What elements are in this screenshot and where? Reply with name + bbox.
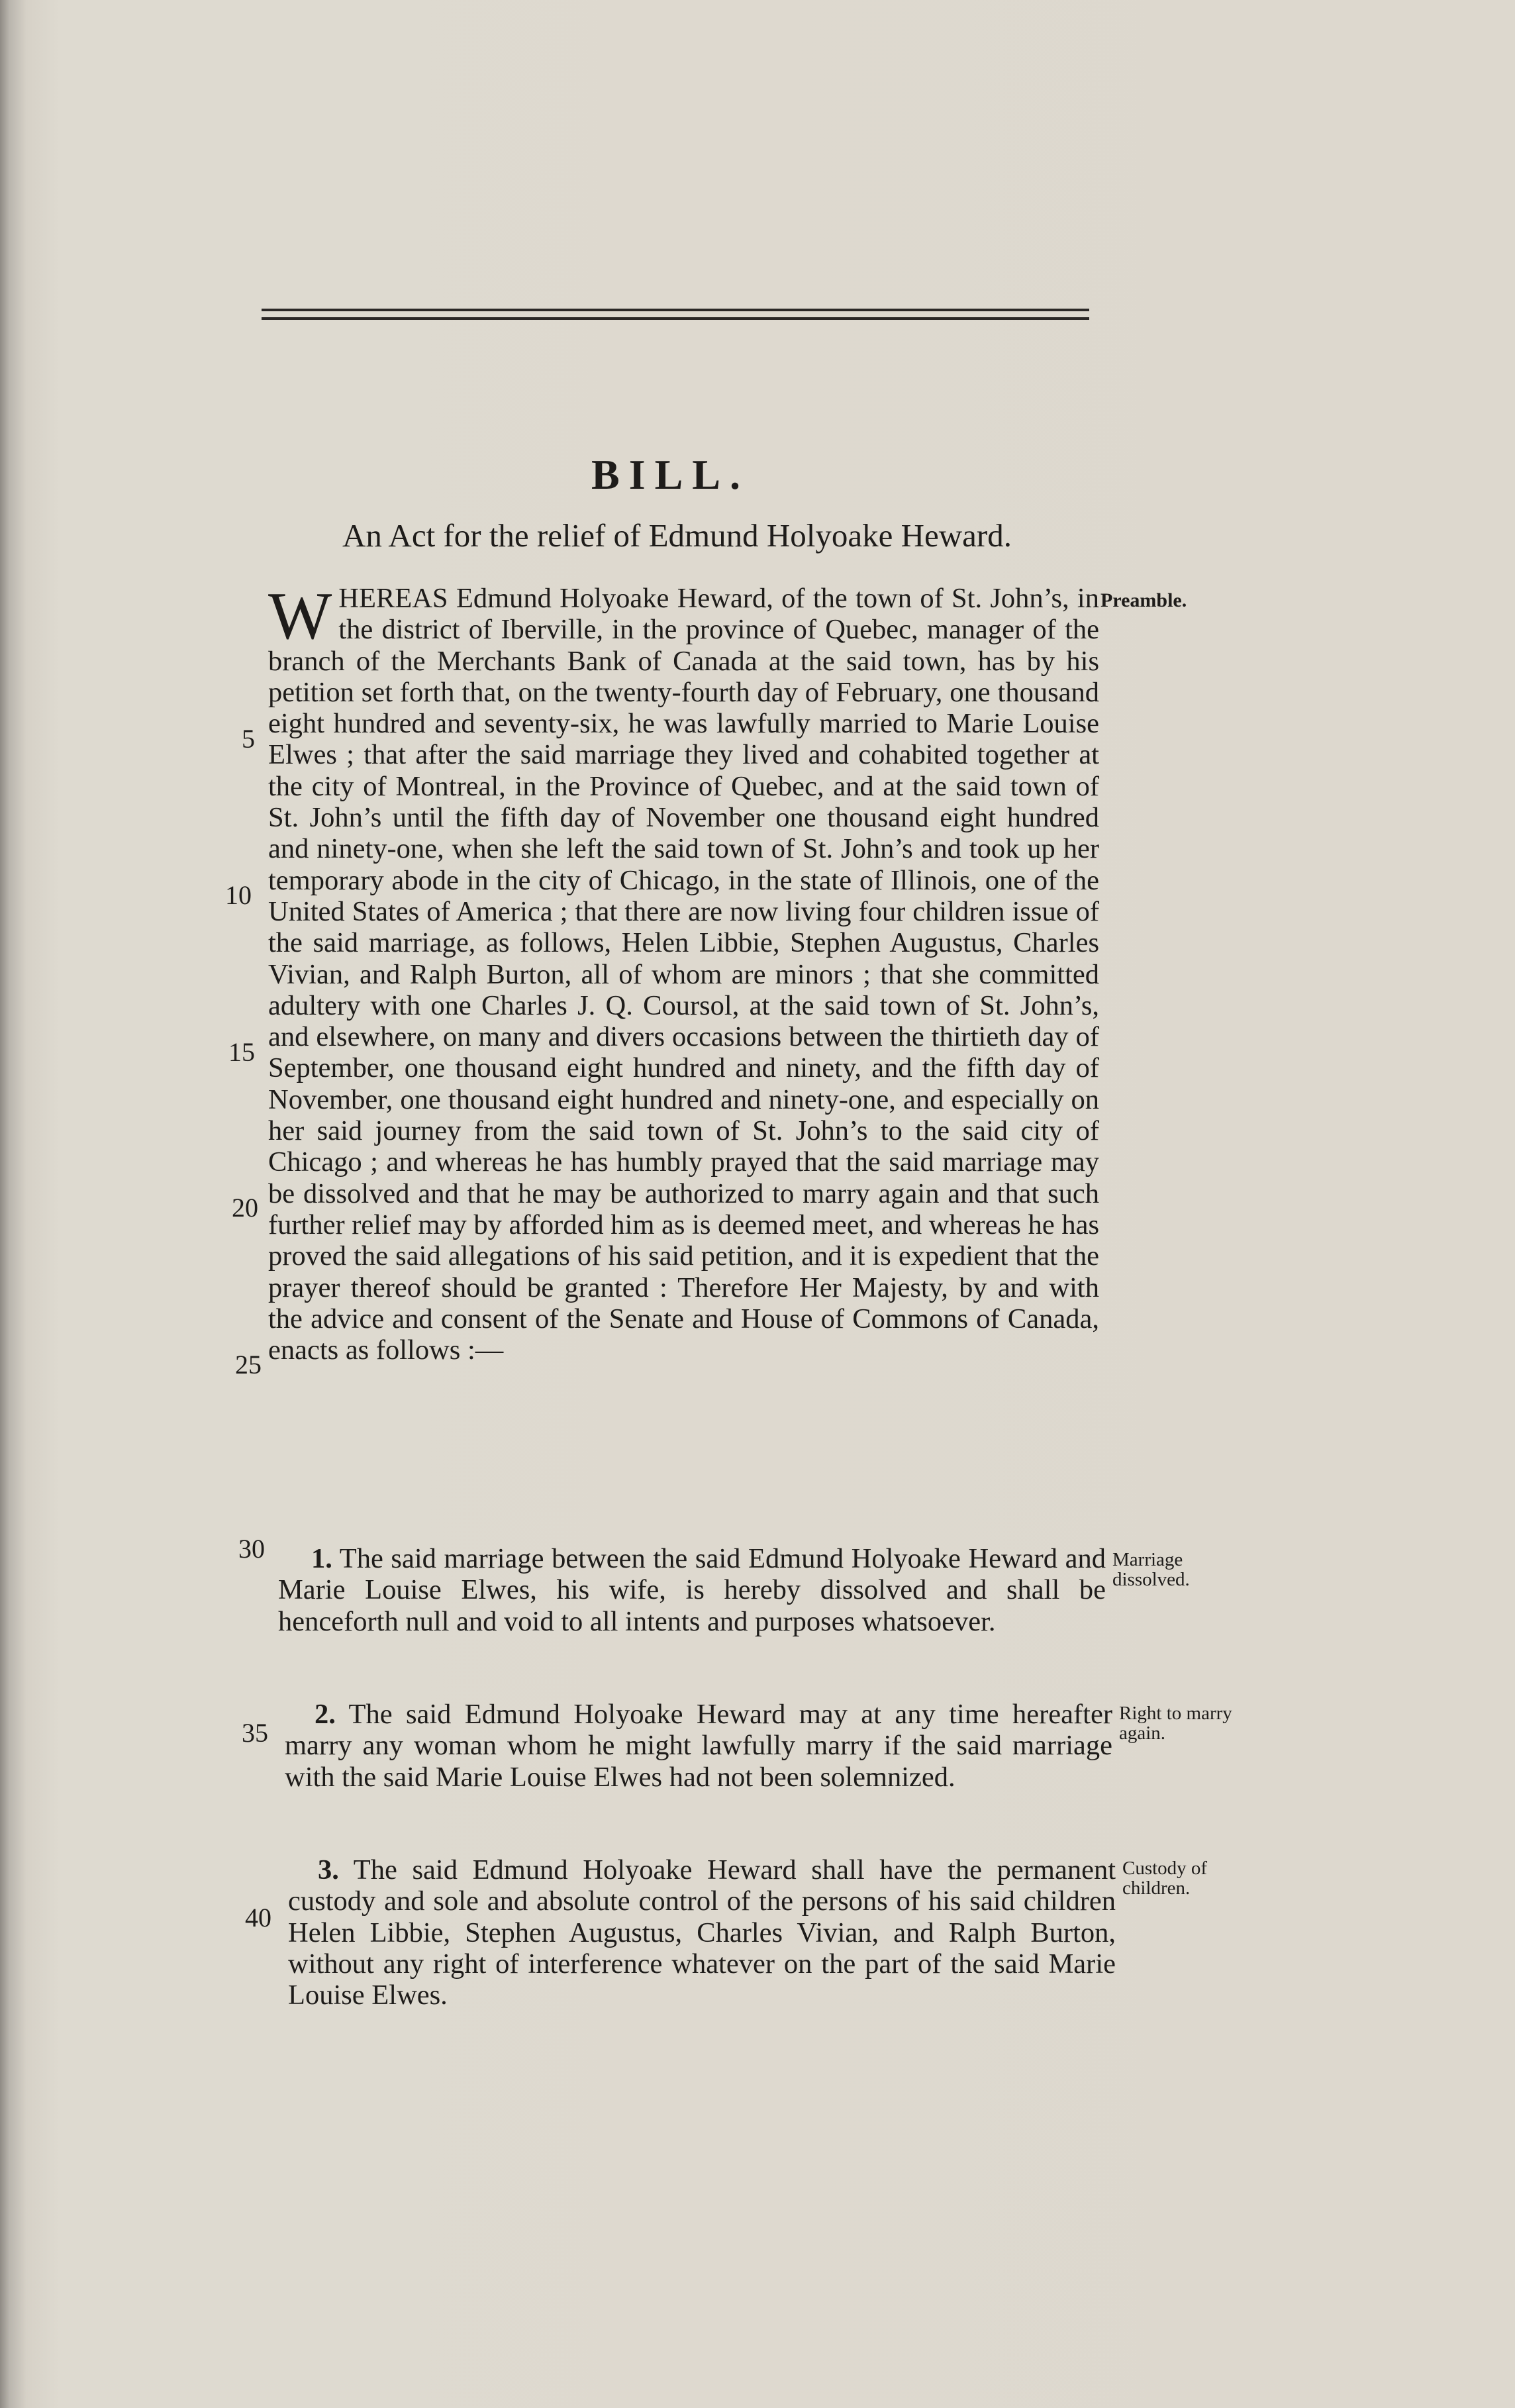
line-number-10: 10	[225, 880, 252, 910]
section-3-number: 3.	[318, 1854, 339, 1885]
margin-note-section-3: Custody of children.	[1122, 1858, 1208, 1899]
line-number-25: 25	[235, 1350, 262, 1380]
preamble-paragraph	[268, 579, 1099, 1366]
margin-note-preamble: Preamble.	[1100, 589, 1187, 611]
margin-note-section-1: Marriage dissolved.	[1112, 1549, 1190, 1590]
section-3-text: The said Edmund Holyoake Heward shall have the permanent custody and sole and absolute control of the persons of his said children Helen Libbie, Stephen Augustus, Charles Vivian, and Ralph Burton, without any right of interference whatever on the part of the said Marie Louise Elwes.	[288, 1854, 1116, 2011]
section-2-text: The said Edmund Holyoake Heward may at any time hereafter marry any woman whom he might lawfully marry if the said marriage with the said Marie Louise Elwes had not been solemnized.	[285, 1699, 1112, 1793]
top-double-rule-upper	[262, 309, 1089, 311]
line-number-5: 5	[242, 724, 255, 754]
section-2-number: 2.	[315, 1699, 336, 1730]
section-1-text: The said marriage between the said Edmund Holyoake Heward and Marie Louise Elwes, his wife, is hereby dissolved and shall be henceforth null and void to all intents and purposes whatsoever.	[278, 1543, 1106, 1637]
line-number-35: 35	[242, 1718, 268, 1748]
margin-note-section-2: Right to marry again.	[1119, 1703, 1232, 1744]
preamble-text: HEREAS Edmund Holyoake Heward, of the town of St. John’s, in the district of Iberville, in the province of Quebec, manager of the branch of the Merchants Bank of Canada at the said town, has by his petition set forth that, on the twenty-fourth day of February, one thousand eight hundred and seventy-six, he was lawfully married to Marie Louise Elwes ; that after the said marriage they lived and cohabited together at the city of Montreal, in the Province of Quebec, and at the said town of St. John’s until the fifth day of November one thousand eight hundred and ninety-one, when she left the said town of St. John’s and took up her temporary abode in the city of Chicago, in the state of Illinois, one of the United States of America ; that there are now living four children issue of the said marriage, as follows, Helen Libbie, Stephen Augustus, Charles Vivian, and Ralph Burton, all of whom are minors ; that she committed adultery with one Charles J. Q. Coursol, at the said town of St. John’s, and elsewhere, on many and divers occasions between the thirtieth day of September, one thousand eight hundred and ninety, and the fifth day of November, one thousand eight hundred and ninety-one, and especially on her said journey from the said town of St. John’s to the said city of Chicago ; and whereas he has humbly prayed that the said marriage may be dissolved and that he may be authorized to marry again and that such further relief may by afforded him as is deemed meet, and whereas he has proved the said allegations of his said petition, and it is expedient that the prayer thereof should be granted : Therefore Her Majesty, by and with the advice and consent of the Senate and House of Commons of Canada, enacts as follows :—	[268, 583, 1099, 1366]
line-number-30: 30	[238, 1534, 265, 1564]
line-number-20: 20	[232, 1193, 258, 1223]
line-number-40: 40	[245, 1903, 271, 1932]
section-3	[288, 1854, 1116, 2011]
preamble-dropcap: W	[268, 579, 332, 654]
top-double-rule-lower	[262, 317, 1089, 320]
section-1	[278, 1543, 1106, 1637]
section-1-number: 1.	[311, 1543, 332, 1574]
line-number-15: 15	[228, 1037, 255, 1067]
act-title: An Act for the relief of Edmund Holyoake Heward.	[342, 517, 1012, 554]
section-2	[285, 1699, 1112, 1793]
bill-heading: BILL.	[591, 451, 750, 498]
